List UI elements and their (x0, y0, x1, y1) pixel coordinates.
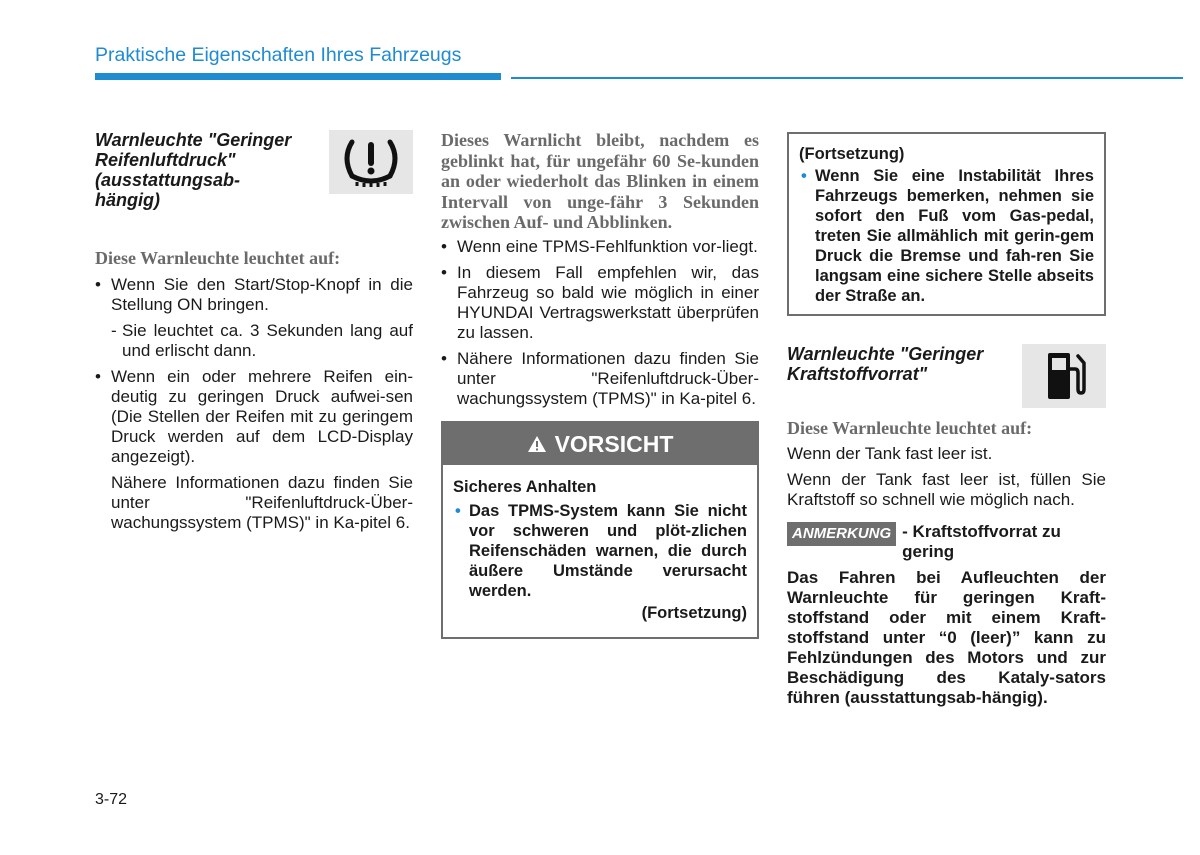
continued-label: (Fortsetzung) (799, 145, 905, 163)
header-rule-thick (95, 73, 501, 80)
continued-label: (Fortsetzung) (641, 603, 747, 622)
caution-bullet: • Wenn Sie eine Instabilität Ihres Fahrzeugs bemerken, nehmen sie sofort den Fuß vom Gas-pedal, treten Sie allmählich mit gerin-gem Druck die Bremse und fah-ren Sie langsam eine sichere Stelle abseits der Straße an. (801, 167, 1094, 305)
section-heading-tire-pressure (95, 130, 413, 210)
column-fuel (787, 130, 1106, 708)
header-rule-thin (511, 77, 1183, 79)
note-title: - Kraftstoffvorrat zu gering (902, 522, 1061, 561)
subheading-lights-up: Diese Warnleuchte leuchtet auf: (787, 418, 1033, 438)
list-item: • Wenn Sie den Start/Stop-Knopf in die Stellung ON bringen. (95, 275, 413, 314)
caution-label: VORSICHT (554, 430, 674, 457)
section-heading-fuel (787, 344, 1106, 408)
caution-bullet: • Das TPMS-System kann Sie nicht vor schweren und plöt-zlichen Reifenschäden warnen, die durch äußere Umstände verursacht werden. (455, 501, 747, 600)
list-item: • Wenn ein oder mehrere Reifen ein-deutig zu geringen Druck aufwei-sen (Die Stellen der Reifen mit zu geringem Druck werden auf dem LCD-Display angezeigt). (95, 367, 413, 466)
list-item-dash: - Sie leuchtet ca. 3 Sekunden lang auf und erlischt dann. (111, 321, 413, 360)
continuation-box (787, 132, 1106, 316)
note-text: Das Fahren bei Aufleuchten der Warnleuchte für geringen Kraft-stoffstand oder mit einem Kraft-stoffstand unter “0 (leer)” kann zu Fehlzündungen des Motors und zur Beschädigung des Kataly-sators führen (ausstattungsab-hängig). (787, 568, 1106, 707)
note-heading (787, 522, 1106, 562)
fuel-pump-icon (1022, 344, 1106, 408)
paragraph-blink-intro: Dieses Warnlicht bleibt, nachdem es geblinkt hat, für ungefähr 60 Se-kunden an oder wiederholt das Blinken in einem Intervall von unge-fähr 3 Sekunden zwischen Auf- und Abblinken. (441, 130, 759, 233)
page-number: 3-72 (95, 791, 128, 808)
column-tire-pressure (95, 130, 413, 539)
caution-subtitle: Sicheres Anhalten (453, 477, 597, 496)
column-tpms (441, 130, 759, 639)
page-header-title: Praktische Eigenschaften Ihres Fahrzeugs (95, 44, 462, 66)
list-item: • Nähere Informationen dazu finden Sie unter "Reifenluftdruck-Über-wachungssystem (TPMS)" in Ka-pitel 6. (441, 348, 759, 408)
paragraph-refuel: Wenn der Tank fast leer ist, füllen Sie Kraftstoff so schnell wie möglich nach. (787, 470, 1106, 509)
list-item: • Wenn eine TPMS-Fehlfunktion vor-liegt. (441, 236, 758, 256)
paragraph-more-info: Nähere Informationen dazu finden Sie unter "Reifenluftdruck-Über-wachungssystem (TPMS)" in Ka-pitel 6. (111, 473, 413, 532)
caution-header (443, 423, 757, 465)
paragraph-tank-empty: Wenn der Tank fast leer ist. (787, 444, 993, 463)
warning-triangle-icon (527, 435, 547, 453)
note-badge: ANMERKUNG (787, 522, 896, 546)
section-title-tire-pressure: Warnleuchte "Geringer Reifenluftdruck" (ausstattungsab- hängig) (95, 130, 292, 210)
list-item: • In diesem Fall empfehlen wir, das Fahrzeug so bald wie möglich in einer HYUNDAI Vertragswerkstatt überprüfen zu lassen. (441, 262, 759, 342)
section-title-fuel: Warnleuchte "Geringer Kraftstoffvorrat" (787, 344, 984, 384)
tire-pressure-warning-icon (329, 130, 413, 194)
subheading-lights-up: Diese Warnleuchte leuchtet auf: (95, 248, 341, 268)
caution-box (441, 421, 759, 639)
